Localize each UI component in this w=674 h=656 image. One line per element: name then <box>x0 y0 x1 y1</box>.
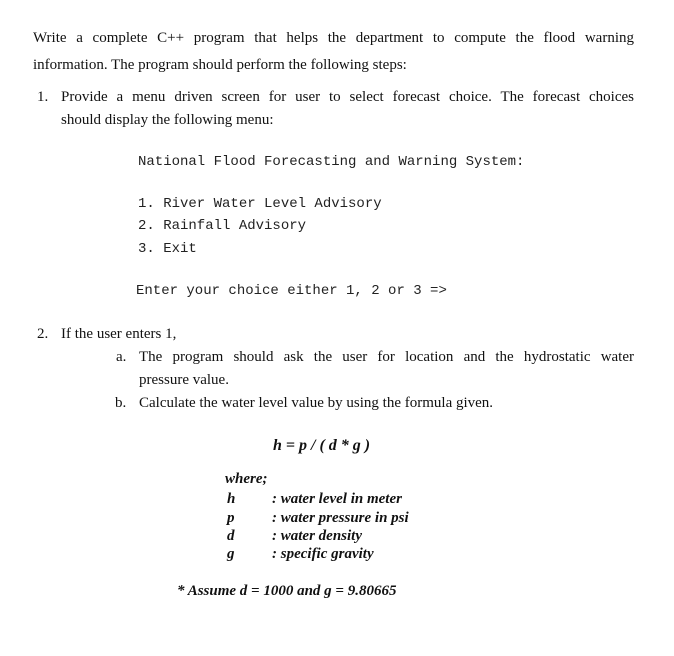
menu-item-exit: 3. Exit <box>138 241 197 257</box>
step-1-line-2: should display the following menu: <box>61 112 274 128</box>
var-symbol-p: p <box>227 510 235 526</box>
step-2-number: 2. <box>37 326 49 342</box>
formula-equation: h = p / ( d * g ) <box>273 437 371 454</box>
menu-title: National Flood Forecasting and Warning System: <box>138 154 525 170</box>
var-symbol-d: d <box>227 528 235 544</box>
step-2-text: If the user enters 1, <box>61 326 177 342</box>
step-1-line-1: Provide a menu driven screen for user to select forecast choice. The forecast choices <box>61 89 634 105</box>
step-2b-marker: b. <box>115 395 127 411</box>
step-2a-marker: a. <box>116 349 127 365</box>
step-1-number: 1. <box>37 89 49 105</box>
var-symbol-g: g <box>227 546 235 562</box>
formula-where: where; <box>225 471 268 487</box>
step-2b-text: Calculate the water level value by using the formula given. <box>139 395 494 411</box>
menu-item-rainfall: 2. Rainfall Advisory <box>138 218 307 234</box>
step-2a-line-2: pressure value. <box>139 372 229 388</box>
var-desc-p: : water pressure in psi <box>272 510 409 526</box>
menu-item-river: 1. River Water Level Advisory <box>138 196 382 212</box>
var-symbol-h: h <box>227 491 236 507</box>
step-2a-line-1: The program should ask the user for location and the hydrostatic water <box>139 349 634 365</box>
intro-line-2: information. The program should perform the following steps: <box>33 57 407 73</box>
intro-line-1: Write a complete C++ program that helps the department to compute the flood warning <box>33 30 634 46</box>
var-desc-g: : specific gravity <box>272 546 374 562</box>
var-desc-d: : water density <box>272 528 362 544</box>
var-desc-h: : water level in meter <box>272 491 402 507</box>
formula-assumption: * Assume d = 1000 and g = 9.80665 <box>177 583 397 599</box>
menu-prompt: Enter your choice either 1, 2 or 3 => <box>136 283 447 299</box>
